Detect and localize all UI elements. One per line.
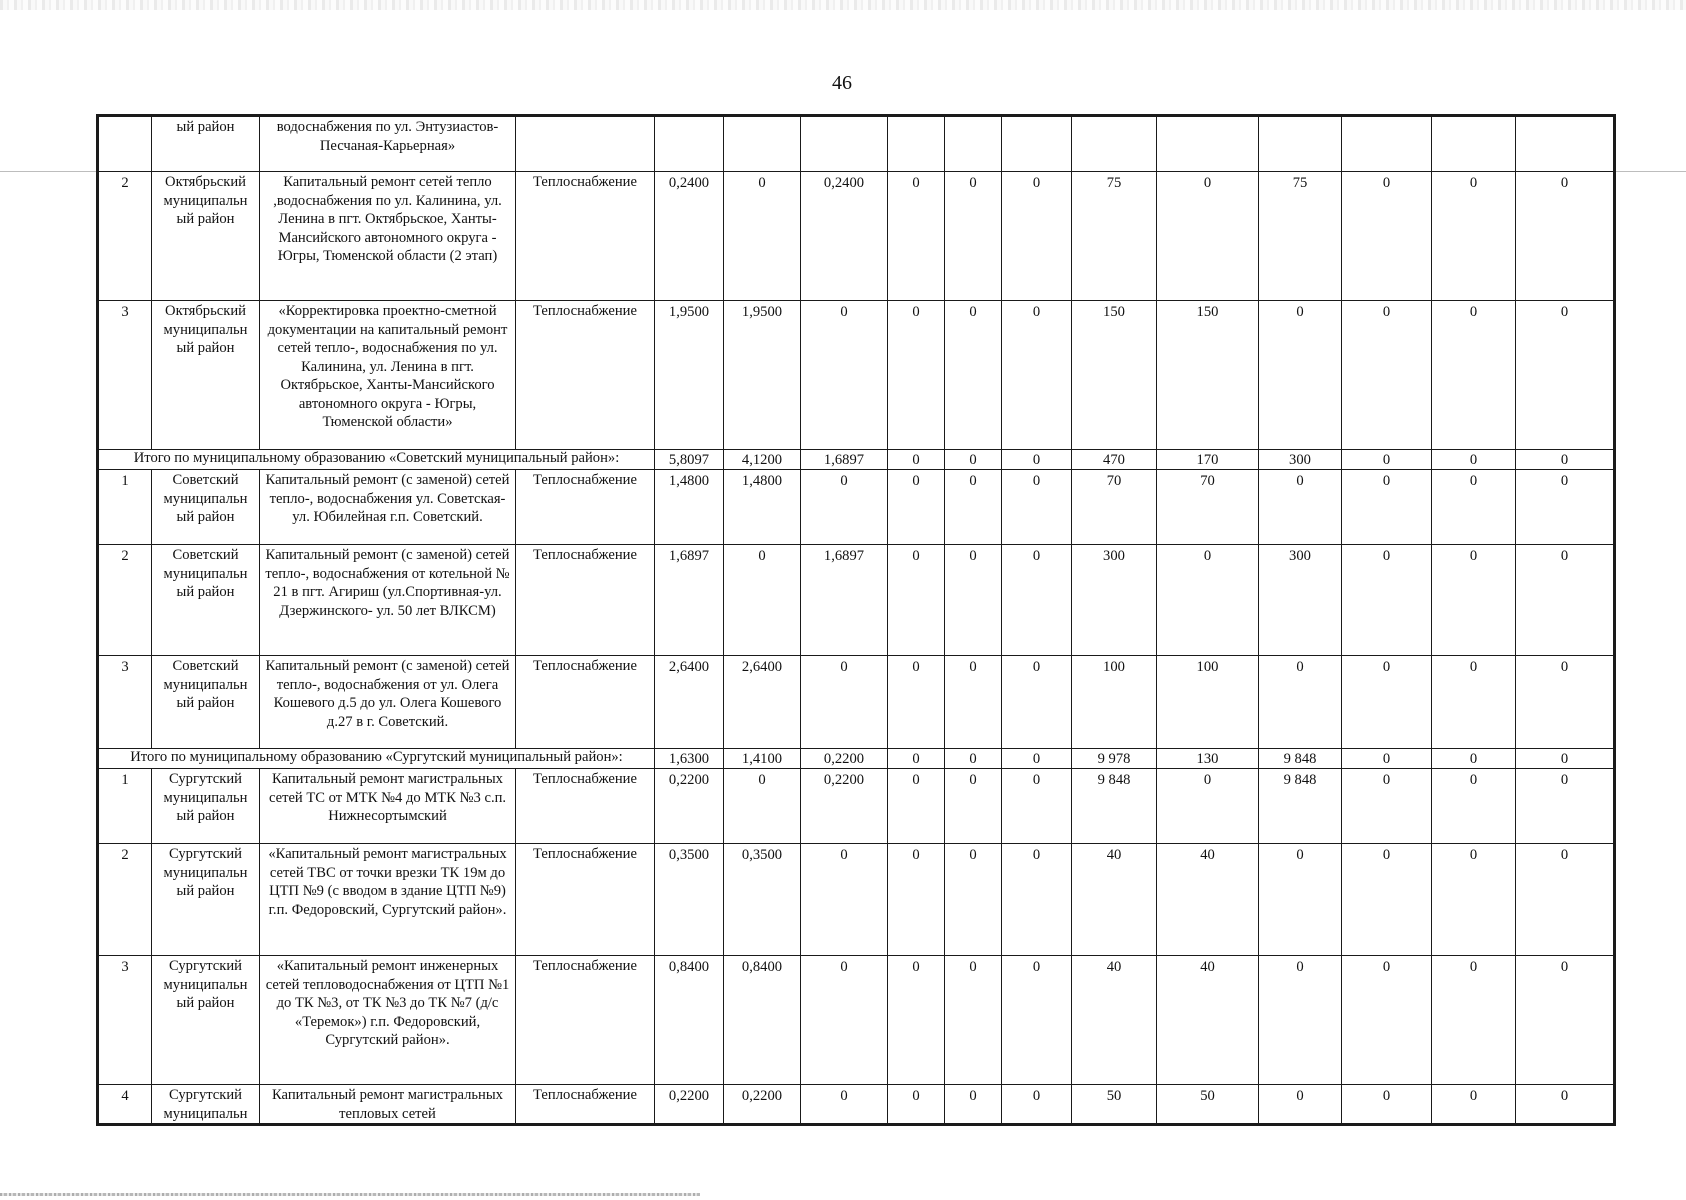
value-cell: 0,2200 — [801, 769, 888, 844]
value-cell: 70 — [1072, 470, 1157, 545]
value-cell: 0 — [888, 749, 945, 769]
row-number: 1 — [99, 470, 152, 545]
table-row — [99, 769, 1614, 844]
value-cell: 0 — [801, 301, 888, 450]
value-cell: 0 — [1259, 844, 1342, 956]
value-cell: 0 — [1516, 301, 1614, 450]
value-cell: 0 — [945, 172, 1002, 301]
value-cell: 0 — [1432, 749, 1516, 769]
value-cell: 75 — [1072, 172, 1157, 301]
utility-type-cell: Теплоснабжение — [516, 301, 655, 450]
value-cell: 0 — [1259, 656, 1342, 749]
value-cell: 0 — [801, 1085, 888, 1124]
value-cell: 0 — [945, 749, 1002, 769]
value-cell: 0 — [888, 301, 945, 450]
value-cell: 0 — [945, 545, 1002, 656]
value-cell — [724, 117, 801, 172]
table-body — [99, 117, 1614, 1124]
total-row — [99, 749, 1614, 769]
value-cell: 0 — [945, 470, 1002, 545]
value-cell: 0 — [1516, 844, 1614, 956]
value-cell: 1,9500 — [655, 301, 724, 450]
value-cell: 0 — [1157, 769, 1259, 844]
value-cell: 0 — [1002, 1085, 1072, 1124]
value-cell: 0,2400 — [801, 172, 888, 301]
value-cell: 9 978 — [1072, 749, 1157, 769]
value-cell — [1072, 117, 1157, 172]
value-cell: 0 — [1516, 172, 1614, 301]
table-row — [99, 844, 1614, 956]
utility-type-cell: Теплоснабжение — [516, 172, 655, 301]
value-cell: 0 — [888, 844, 945, 956]
value-cell: 0 — [801, 656, 888, 749]
value-cell: 0 — [1259, 1085, 1342, 1124]
value-cell: 1,6897 — [801, 545, 888, 656]
value-cell: 0 — [1002, 450, 1072, 470]
value-cell: 9 848 — [1259, 769, 1342, 844]
row-number: 2 — [99, 545, 152, 656]
row-number: 2 — [99, 844, 152, 956]
value-cell: 0 — [1432, 172, 1516, 301]
value-cell: 0 — [1342, 749, 1432, 769]
value-cell: 70 — [1157, 470, 1259, 545]
value-cell: 0 — [1342, 956, 1432, 1085]
value-cell: 0 — [724, 545, 801, 656]
row-number: 3 — [99, 301, 152, 450]
value-cell: 0 — [1002, 844, 1072, 956]
object-name-cell: Капитальный ремонт магистральных сетей ТС от МТК №4 до МТК №3 с.п. Нижнесортымский — [260, 769, 516, 844]
utility-type-cell — [516, 117, 655, 172]
value-cell: 0 — [1259, 470, 1342, 545]
value-cell — [1157, 117, 1259, 172]
district-cell: Сургутский муниципальн ый район — [152, 956, 260, 1085]
value-cell: 0 — [945, 844, 1002, 956]
value-cell: 2,6400 — [655, 656, 724, 749]
value-cell: 0 — [1516, 1085, 1614, 1124]
value-cell: 1,4800 — [655, 470, 724, 545]
total-label: Итого по муниципальному образованию «Сургутский муниципальный район»: — [99, 749, 655, 769]
value-cell: 0 — [945, 301, 1002, 450]
value-cell: 0 — [888, 769, 945, 844]
value-cell: 0 — [1002, 545, 1072, 656]
table-row — [99, 545, 1614, 656]
table-row — [99, 172, 1614, 301]
object-name-cell: Капитальный ремонт сетей тепло ,водоснабжения по ул. Калинина, ул. Ленина в пгт. Октябрьское, Ханты-Мансийского автономного округа - Югры, Тюменской области (2 этап) — [260, 172, 516, 301]
district-cell: Октябрьский муниципальн ый район — [152, 172, 260, 301]
value-cell: 0 — [1516, 450, 1614, 470]
district-cell: Сургутский муниципальн — [152, 1085, 260, 1124]
value-cell — [945, 117, 1002, 172]
table-row — [99, 1085, 1614, 1124]
value-cell: 1,4100 — [724, 749, 801, 769]
page-number: 46 — [832, 72, 852, 94]
value-cell: 0 — [1342, 1085, 1432, 1124]
object-name-cell: «Корректировка проектно-сметной документации на капитальный ремонт сетей тепло-, водоснабжения по ул. Калинина, ул. Ленина в пгт. Октябрьское, Ханты-Мансийского автономного округа - Югры, Тюменской области» — [260, 301, 516, 450]
value-cell: 2,6400 — [724, 656, 801, 749]
object-name-cell: Капитальный ремонт магистральных тепловых сетей — [260, 1085, 516, 1124]
value-cell: 300 — [1072, 545, 1157, 656]
utility-type-cell: Теплоснабжение — [516, 470, 655, 545]
value-cell: 0,2200 — [655, 769, 724, 844]
value-cell: 0,3500 — [724, 844, 801, 956]
value-cell: 9 848 — [1259, 749, 1342, 769]
value-cell: 0 — [1516, 956, 1614, 1085]
scan-noise-bottom — [0, 1193, 700, 1196]
value-cell: 0 — [945, 1085, 1002, 1124]
value-cell: 0 — [1342, 301, 1432, 450]
value-cell: 1,6300 — [655, 749, 724, 769]
value-cell — [1516, 117, 1614, 172]
value-cell: 1,4800 — [724, 470, 801, 545]
object-name-cell: «Капитальный ремонт магистральных сетей ТВС от точки врезки ТК 19м до ЦТП №9 (с вводом в здание ЦТП №9) г.п. Федоровский, Сургутский район». — [260, 844, 516, 956]
value-cell: 0 — [1002, 470, 1072, 545]
value-cell: 0 — [1516, 656, 1614, 749]
value-cell: 170 — [1157, 450, 1259, 470]
value-cell: 0 — [1157, 545, 1259, 656]
value-cell: 0,2200 — [801, 749, 888, 769]
value-cell: 0 — [1516, 749, 1614, 769]
value-cell: 0 — [724, 172, 801, 301]
value-cell: 0 — [1432, 956, 1516, 1085]
total-label: Итого по муниципальному образованию «Советский муниципальный район»: — [99, 450, 655, 470]
value-cell: 0 — [801, 844, 888, 956]
value-cell: 0 — [1002, 172, 1072, 301]
value-cell: 0 — [1432, 844, 1516, 956]
value-cell: 0 — [1342, 844, 1432, 956]
district-cell: Советский муниципальн ый район — [152, 656, 260, 749]
value-cell: 0 — [888, 450, 945, 470]
value-cell: 0 — [1002, 769, 1072, 844]
value-cell: 0 — [888, 172, 945, 301]
value-cell: 470 — [1072, 450, 1157, 470]
value-cell: 0 — [1432, 301, 1516, 450]
utility-type-cell: Теплоснабжение — [516, 844, 655, 956]
value-cell: 0 — [1259, 301, 1342, 450]
value-cell: 0 — [945, 450, 1002, 470]
value-cell: 0,2200 — [724, 1085, 801, 1124]
value-cell: 150 — [1157, 301, 1259, 450]
utility-type-cell: Теплоснабжение — [516, 545, 655, 656]
table-row — [99, 301, 1614, 450]
object-name-cell: водоснабжения по ул. Энтузиастов-Песчаная-Карьерная» — [260, 117, 516, 172]
district-cell: Сургутский муниципальн ый район — [152, 844, 260, 956]
utility-type-cell: Теплоснабжение — [516, 1085, 655, 1124]
object-name-cell: Капитальный ремонт (с заменой) сетей тепло-, водоснабжения ул. Советская-ул. Юбилейная г.п. Советский. — [260, 470, 516, 545]
row-number — [99, 117, 152, 172]
value-cell: 0 — [1432, 769, 1516, 844]
value-cell: 0 — [1432, 1085, 1516, 1124]
row-number: 3 — [99, 956, 152, 1085]
value-cell: 0 — [1342, 450, 1432, 470]
value-cell: 0 — [888, 656, 945, 749]
scan-noise-top — [0, 0, 1686, 10]
district-cell: Сургутский муниципальн ый район — [152, 769, 260, 844]
value-cell: 300 — [1259, 450, 1342, 470]
table-row — [99, 470, 1614, 545]
value-cell: 100 — [1157, 656, 1259, 749]
value-cell: 0 — [888, 470, 945, 545]
utility-type-cell: Теплоснабжение — [516, 956, 655, 1085]
value-cell: 0,2400 — [655, 172, 724, 301]
funding-table — [98, 116, 1614, 1124]
value-cell — [1342, 117, 1432, 172]
value-cell: 100 — [1072, 656, 1157, 749]
value-cell: 0 — [1432, 450, 1516, 470]
district-cell: ый район — [152, 117, 260, 172]
value-cell: 0 — [1516, 470, 1614, 545]
value-cell: 0 — [1002, 956, 1072, 1085]
value-cell: 0 — [1157, 172, 1259, 301]
value-cell: 0 — [888, 956, 945, 1085]
value-cell: 1,9500 — [724, 301, 801, 450]
table-row — [99, 117, 1614, 172]
value-cell: 0 — [1432, 545, 1516, 656]
district-cell: Советский муниципальн ый район — [152, 470, 260, 545]
value-cell: 0 — [1342, 769, 1432, 844]
value-cell — [1432, 117, 1516, 172]
object-name-cell: Капитальный ремонт (с заменой) сетей тепло-, водоснабжения от ул. Олега Кошевого д.5 до ул. Олега Кошевого д.27 в г. Советский. — [260, 656, 516, 749]
table-row — [99, 956, 1614, 1085]
value-cell: 0,8400 — [724, 956, 801, 1085]
value-cell: 0 — [945, 769, 1002, 844]
district-cell: Советский муниципальн ый район — [152, 545, 260, 656]
value-cell: 40 — [1157, 956, 1259, 1085]
value-cell: 1,6897 — [801, 450, 888, 470]
value-cell: 40 — [1072, 844, 1157, 956]
value-cell: 0 — [1002, 749, 1072, 769]
value-cell: 150 — [1072, 301, 1157, 450]
value-cell: 40 — [1072, 956, 1157, 1085]
row-number: 1 — [99, 769, 152, 844]
value-cell: 0,2200 — [655, 1085, 724, 1124]
utility-type-cell: Теплоснабжение — [516, 769, 655, 844]
value-cell: 0 — [1516, 769, 1614, 844]
value-cell: 0 — [1432, 656, 1516, 749]
value-cell: 0 — [1002, 301, 1072, 450]
object-name-cell: «Капитальный ремонт инженерных сетей тепловодоснабжения от ЦТП №1 до ТК №3, от ТК №3 до ТК №7 (д/с «Теремок») г.п. Федоровский, Сургутский район». — [260, 956, 516, 1085]
value-cell: 50 — [1072, 1085, 1157, 1124]
value-cell — [888, 117, 945, 172]
value-cell: 0 — [945, 956, 1002, 1085]
value-cell: 0 — [724, 769, 801, 844]
district-cell: Октябрьский муниципальн ый район — [152, 301, 260, 450]
row-number: 4 — [99, 1085, 152, 1124]
row-number: 2 — [99, 172, 152, 301]
value-cell: 0 — [1342, 172, 1432, 301]
value-cell: 0 — [1342, 656, 1432, 749]
row-number: 3 — [99, 656, 152, 749]
value-cell: 75 — [1259, 172, 1342, 301]
value-cell: 0 — [1516, 545, 1614, 656]
object-name-cell: Капитальный ремонт (с заменой) сетей тепло-, водоснабжения от котельной № 21 в пгт. Агириш (ул.Спортивная-ул. Дзержинского- ул. 50 лет ВЛКСМ) — [260, 545, 516, 656]
value-cell: 0 — [945, 656, 1002, 749]
value-cell: 0 — [1342, 545, 1432, 656]
value-cell: 0 — [801, 470, 888, 545]
value-cell: 0 — [1002, 656, 1072, 749]
value-cell — [655, 117, 724, 172]
value-cell: 300 — [1259, 545, 1342, 656]
value-cell: 40 — [1157, 844, 1259, 956]
value-cell: 0 — [1342, 470, 1432, 545]
value-cell: 1,6897 — [655, 545, 724, 656]
utility-type-cell: Теплоснабжение — [516, 656, 655, 749]
value-cell: 5,8097 — [655, 450, 724, 470]
value-cell: 0 — [1259, 956, 1342, 1085]
value-cell: 4,1200 — [724, 450, 801, 470]
value-cell: 50 — [1157, 1085, 1259, 1124]
value-cell — [1002, 117, 1072, 172]
value-cell: 130 — [1157, 749, 1259, 769]
value-cell: 0 — [888, 545, 945, 656]
value-cell: 0,3500 — [655, 844, 724, 956]
value-cell: 0 — [1432, 470, 1516, 545]
value-cell: 9 848 — [1072, 769, 1157, 844]
total-row — [99, 450, 1614, 470]
value-cell — [1259, 117, 1342, 172]
value-cell: 0 — [888, 1085, 945, 1124]
value-cell — [801, 117, 888, 172]
table-row — [99, 656, 1614, 749]
value-cell: 0,8400 — [655, 956, 724, 1085]
value-cell: 0 — [801, 956, 888, 1085]
